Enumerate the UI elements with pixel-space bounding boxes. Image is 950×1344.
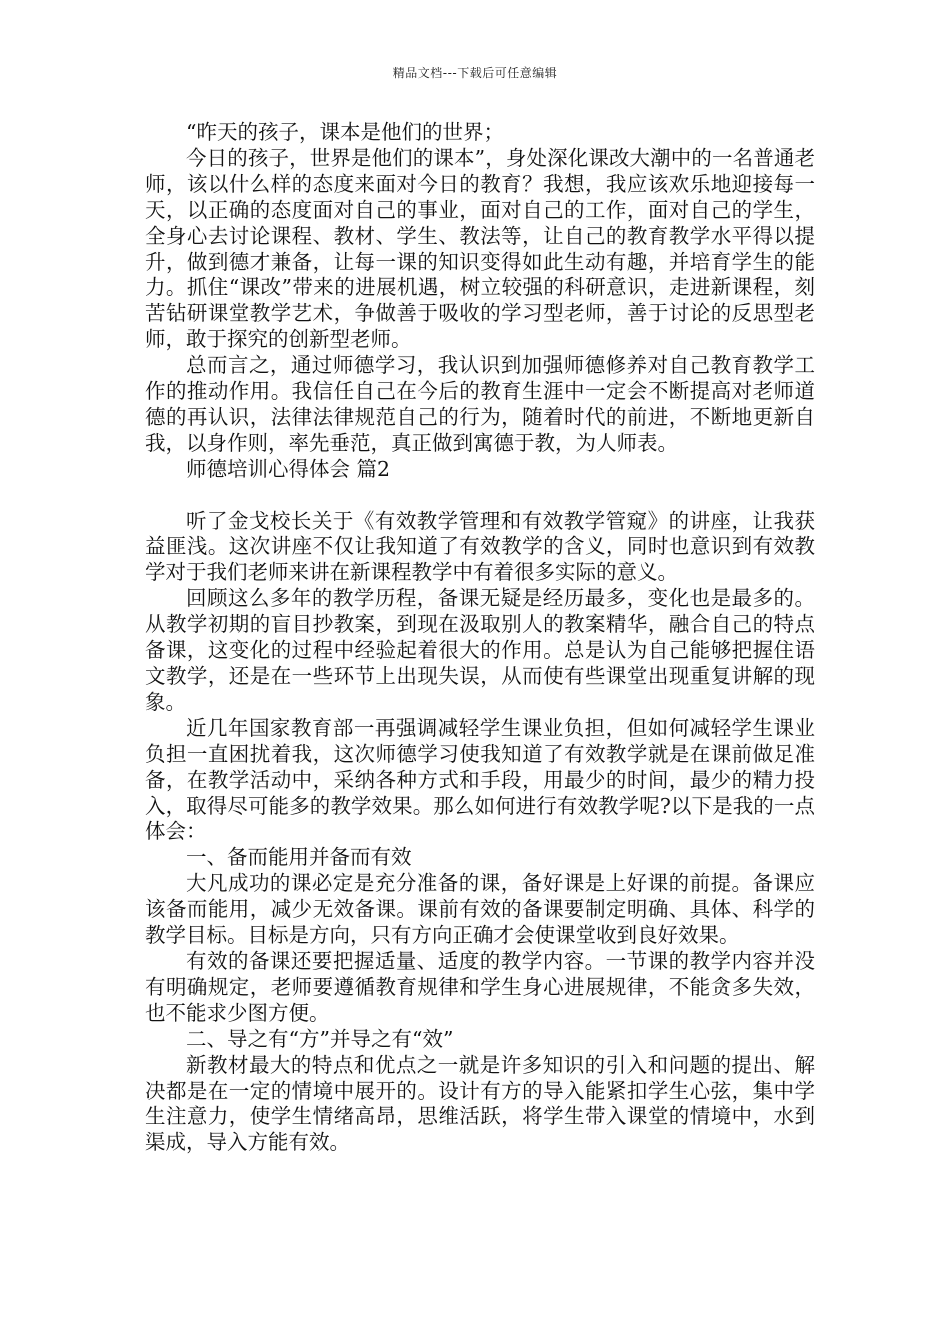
- paragraph: “昨天的孩子，课本是他们的世界；: [186, 120, 504, 144]
- paragraph: 近几年国家教育部一再强调减轻学生课业负担，但如何减轻学生课业负担一直困扰着我，这次师德学习使我知道了有效教学就是在课前做足准备，在教学活动中，采纳各种方式和手段，用最少的时间，最少的精力投入，取得尽可能多的教学效果。那么如何进行有效教学呢?以下是我的一点体会：: [145, 715, 815, 844]
- paragraph: 今日的孩子，世界是他们的课本”，身处深化课改大潮中的一名普通老师，该以什么样的态度来面对今日的教育？我想，我应该欢乐地迎接每一天，以正确的态度面对自己的事业，面对自己的工作，面对自己的学生，全身心去讨论课程、教材、学生、教法等，让自己的教育教学水平得以提升，做到德才兼备，让每一课的知识变得如此生动有趣，并培育学生的能力。抓住“课改”带来的进展机遇，树立较强的科研意识，走进新课程，刻苦钻研课堂教学艺术，争做善于吸收的学习型老师，善于讨论的反思型老师，敢于探究的创新型老师。: [145, 145, 815, 352]
- paragraph: 总而言之，通过师德学习，我认识到加强师德修养对自己教育教学工作的推动作用。我信任自己在今后的教育生涯中一定会不断提高对老师道德的再认识，法律法律规范自己的行为，随着时代的前进，不断地更新自我，以身作则，率先垂范，真正做到寓德于教，为人师表。: [145, 353, 815, 455]
- page-header: 精品文档---下载后可任意编辑: [392, 66, 558, 80]
- subheading: 二、导之有“方”并导之有“效”: [186, 1026, 454, 1051]
- paragraph: 有效的备课还要把握适量、适度的教学内容。一节课的教学内容并没有明确规定，老师要遵循教育规律和学生身心进展规律，不能贪多失效，也不能求少图方便。: [145, 948, 815, 1025]
- document-body: [145, 120, 815, 1156]
- section-title: 师德培训心得体会 篇2: [186, 456, 391, 481]
- paragraph: 听了金戈校长关于《有效教学管理和有效教学管窥》的讲座，让我获益匪浅。这次讲座不仅让我知道了有效教学的含义，同时也意识到有效教学对于我们老师来讲在新课程教学中有着很多实际的意义。: [145, 508, 815, 585]
- subheading: 一、备而能用并备而有效: [186, 845, 412, 870]
- paragraph: 回顾这么多年的教学历程，备课无疑是经历最多，变化也是最多的。从教学初期的盲目抄教案，到现在汲取别人的教案精华，融合自己的特点备课，这变化的过程中经验起着很大的作用。总是认为自己能够把握住语文教学，还是在一些环节上出现失误，从而使有些课堂出现重复讲解的现象。: [145, 586, 815, 714]
- paragraph: 新教材最大的特点和优点之一就是许多知识的引入和问题的提出、解决都是在一定的情境中展开的。设计有方的导入能紧扣学生心弦，集中学生注意力，使学生情绪高昂，思维活跃，将学生带入课堂的情境中，水到渠成，导入方能有效。: [145, 1052, 815, 1155]
- paragraph: 大凡成功的课必定是充分准备的课，备好课是上好课的前提。备课应该备而能用，减少无效备课。课前有效的备课要制定明确、具体、科学的教学目标。目标是方向，只有方向正确才会使课堂收到良好效果。: [145, 871, 815, 948]
